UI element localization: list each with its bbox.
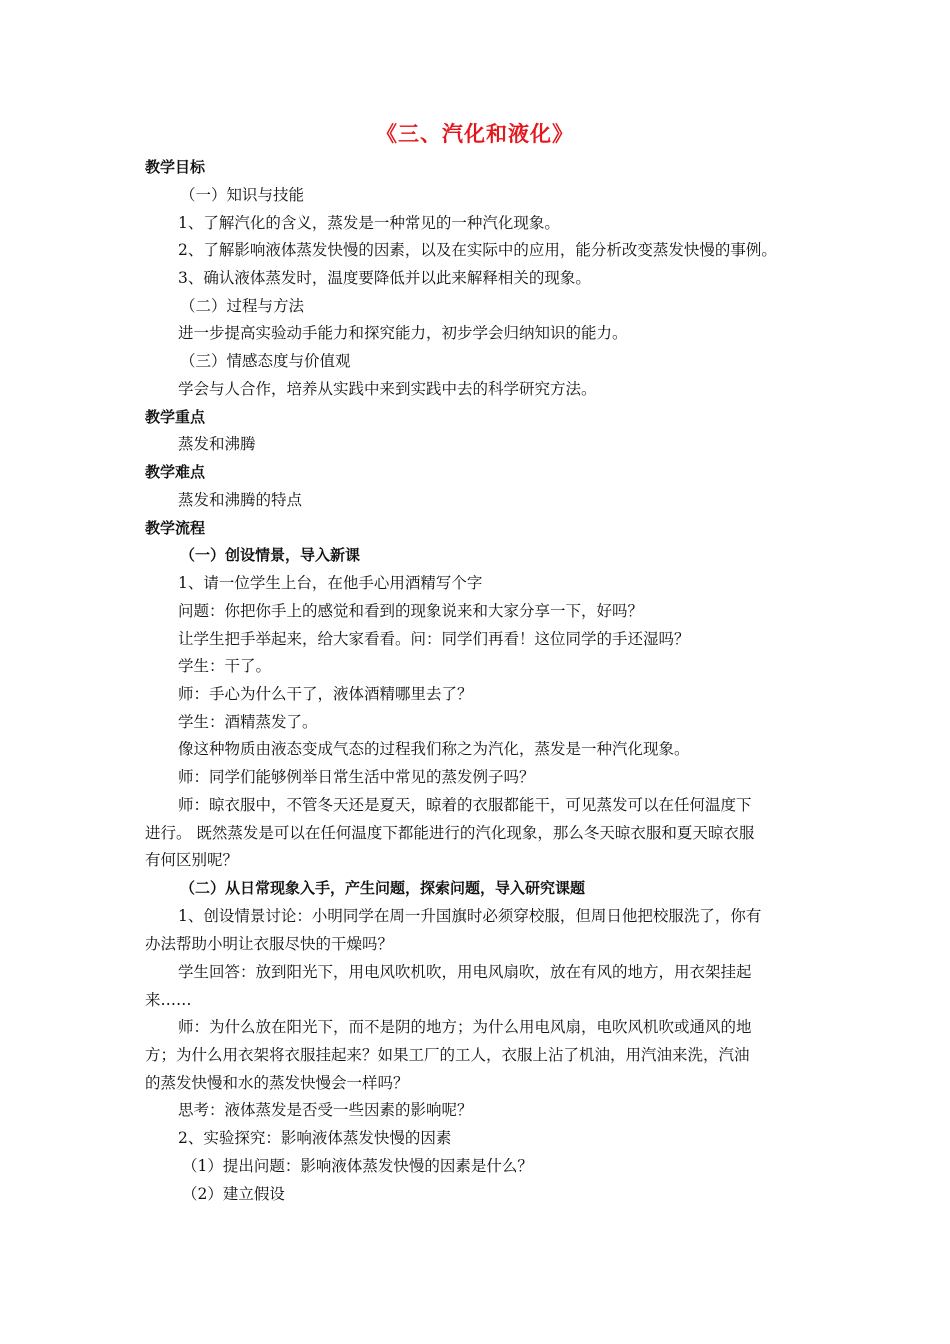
body-line: 来……: [145, 991, 192, 1009]
body-line: 学生：干了。: [178, 657, 272, 675]
heading-teaching-process: 教学流程: [145, 519, 206, 537]
body-line: 像这种物质由液态变成气态的过程我们称之为汽化，蒸发是一种汽化现象。: [178, 740, 690, 758]
body-line: 蒸发和沸腾: [178, 435, 256, 453]
body-line: 学生：酒精蒸发了。: [178, 713, 318, 731]
body-line: 问题：你把你手上的感觉和看到的现象说来和大家分享一下，好吗？: [178, 602, 644, 620]
subheading-attitudes-values: （三）情感态度与价值观: [180, 352, 351, 370]
body-line: 进行。 既然蒸发是可以在任何温度下都能进行的汽化现象，那么冬天晾衣服和夏天晾衣服: [145, 824, 755, 842]
body-line: 有何区别呢？: [145, 851, 239, 869]
body-line: 进一步提高实验动手能力和探究能力，初步学会归纳知识的能力。: [178, 324, 628, 342]
heading-difficult-points: 教学难点: [145, 463, 206, 481]
body-line: 1、创设情景讨论：小明同学在周一升国旗时必须穿校服，但周日他把校服洗了，你有: [178, 907, 762, 925]
objective-line: 2、了解影响液体蒸发快慢的因素，以及在实际中的应用，能分析改变蒸发快慢的事例。: [178, 241, 777, 259]
body-line: 学会与人合作，培养从实践中来到实践中去的科学研究方法。: [178, 380, 597, 398]
subheading-process-methods: （二）过程与方法: [180, 297, 305, 315]
objective-line: 1、了解汽化的含义，蒸发是一种常见的一种汽化现象。: [178, 214, 560, 232]
body-line: （1）提出问题：影响液体蒸发快慢的因素是什么？: [182, 1157, 533, 1175]
section-heading-2: （二）从日常现象入手，产生问题，探索问题，导入研究课题: [180, 879, 586, 897]
body-line: 办法帮助小明让衣服尽快的干燥吗？: [145, 935, 394, 953]
body-line: 学生回答：放到阳光下，用电风吹机吹，用电风扇吹，放在有风的地方，用衣架挂起: [178, 963, 752, 981]
section-heading-1: （一）创设情景，导入新课: [180, 546, 361, 564]
subheading-knowledge-skills: （一）知识与技能: [180, 186, 305, 204]
body-line: 师：手心为什么干了，液体酒精哪里去了？: [178, 685, 473, 703]
body-line: 的蒸发快慢和水的蒸发快慢会一样吗？: [145, 1074, 409, 1092]
objective-line: 3、确认液体蒸发时，温度要降低并以此来解释相关的现象。: [178, 269, 591, 287]
body-line: 蒸发和沸腾的特点: [178, 491, 303, 509]
body-line: （2）建立假设: [182, 1185, 285, 1203]
body-line: 师：同学们能够例举日常生活中常见的蒸发例子吗？: [178, 768, 535, 786]
body-line: 思考：液体蒸发是否受一些因素的影响呢？: [178, 1101, 473, 1119]
body-line: 1、请一位学生上台，在他手心用酒精写个字: [178, 574, 483, 592]
body-line: 让学生把手举起来，给大家看看。问：同学们再看！这位同学的手还湿吗？: [178, 630, 690, 648]
body-line: 师：晾衣服中，不管冬天还是夏天，晾着的衣服都能干，可见蒸发可以在任何温度下: [178, 796, 752, 814]
body-line: 方；为什么用衣架将衣服挂起来？如果工厂的工人，衣服上沾了机油，用汽油来洗，汽油: [145, 1046, 750, 1064]
body-line: 2、实验探究：影响液体蒸发快慢的因素: [178, 1129, 452, 1147]
document-title: 《三、汽化和液化》: [376, 122, 574, 146]
body-line: 师：为什么放在阳光下，而不是阴的地方；为什么用电风扇，电吹风机吹或通风的地: [178, 1018, 752, 1036]
heading-teaching-objectives: 教学目标: [145, 158, 206, 176]
heading-key-points: 教学重点: [145, 408, 206, 426]
